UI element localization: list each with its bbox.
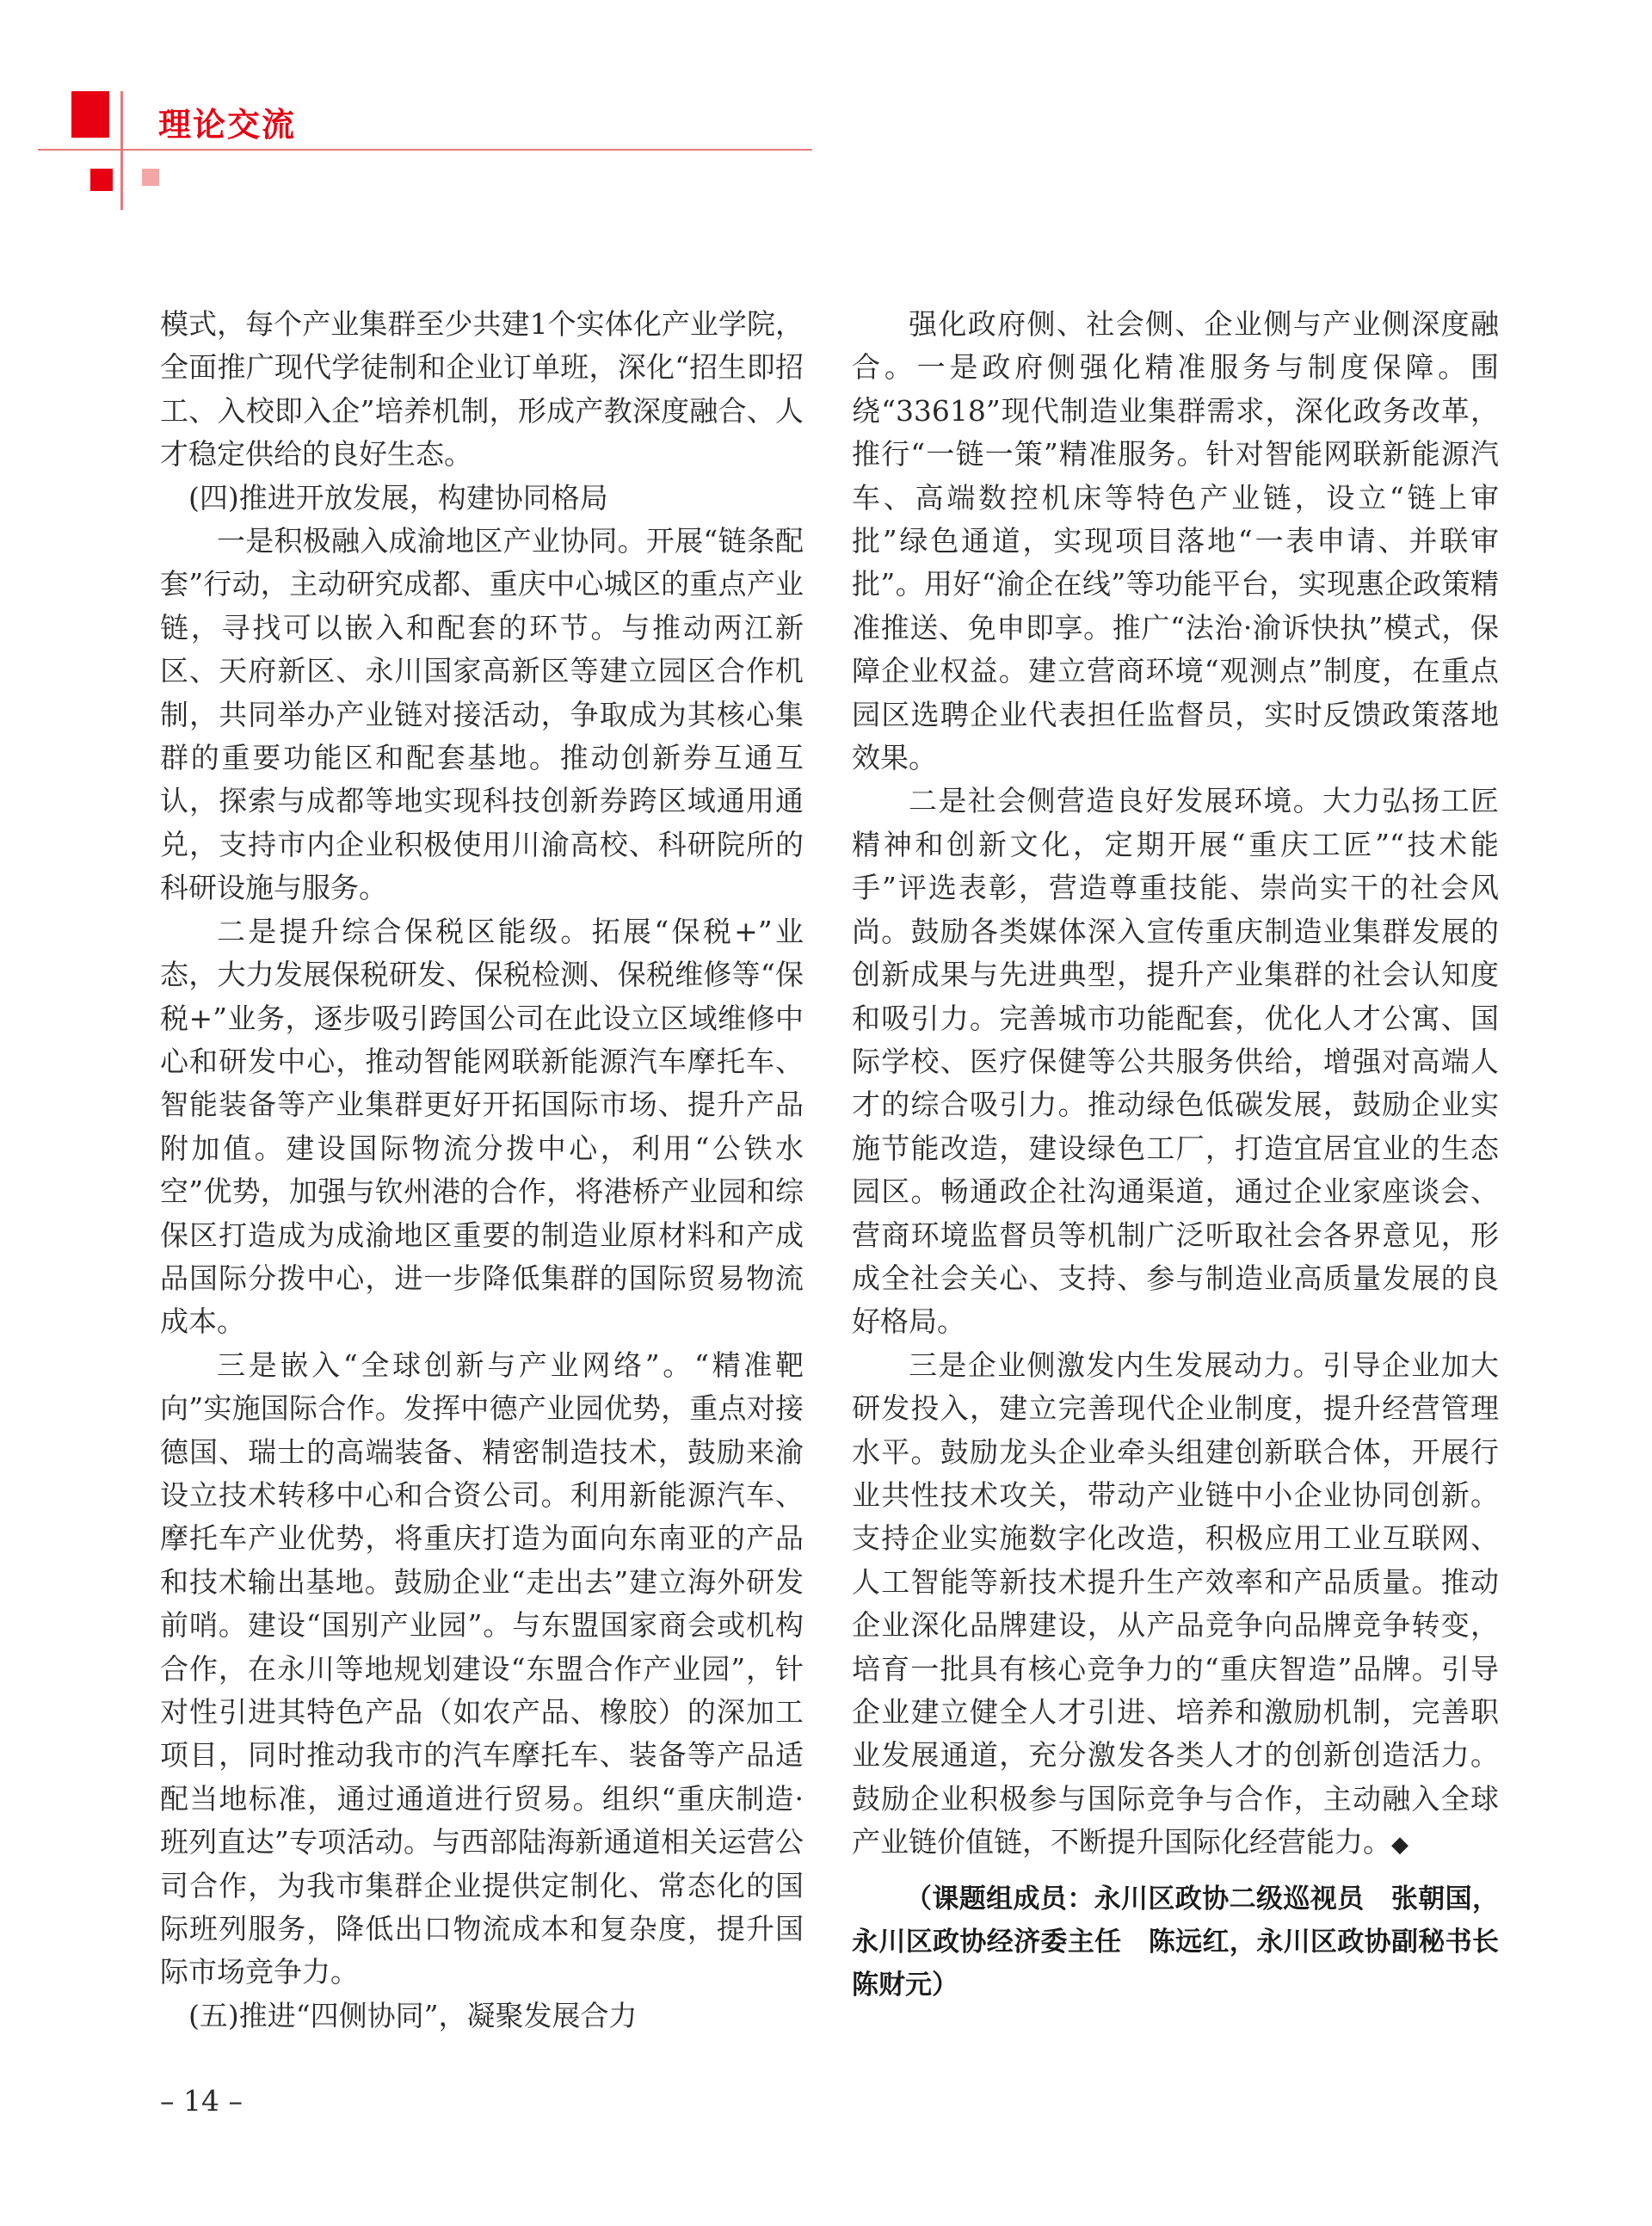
paragraph-enterprise-side [852, 1344, 1499, 1867]
paragraph-global-network: 三是嵌入“全球创新与产业网络”。“精准靶向”实施国际合作。发挥中德产业园优势，重点对接德国、瑞士的高端装备、精密制造技术，鼓励来渝设立技术转移中心和合资公司。利用新能源汽车、摩托车产业优势，将重庆打造为面向东南亚的产品和技术输出基地。鼓励企业“走出去”建立海外研发前哨。建设“国别产业园”。与东盟国家商会或机构合作，在永川等地规划建设“东盟合作产业园”，针对性引进其特色产品（如农产品、橡胶）的深加工项目，同时推动我市的汽车摩托车、装备等产品适配当地标准，通过通道进行贸易。组织“重庆制造·班列直达”专项活动。与西部陆海新通道相关运营公司合作，为我市集群企业提供定制化、常态化的国际班列服务，降低出口物流成本和复杂度，提升国际市场竞争力。 [160, 1347, 804, 1989]
research-team-credits: （课题组成员：永川区政协二级巡视员 张朝国，永川区政协经济委主任 陈远红，永川区政协副秘书长 陈财元） [852, 1883, 1526, 2001]
header-vertical-rule [120, 91, 123, 210]
subheading-four-sides: (五)推进“四侧协同”，凝聚发展合力 [188, 1998, 638, 2032]
paragraph-continued: 模式，每个产业集群至少共建1个实体化产业学院，全面推广现代学徒制和企业订单班，深化“招生即招工、入校即入企”培养机制，形成产教深度融合、人才稳定供给的良好生态。 [160, 307, 804, 472]
paragraph-enterprise-text: 三是企业侧激发内生发展动力。引导企业加大研发投入，建立完善现代企业制度，提升经营管理水平。鼓励龙头企业牵头组建创新联合体，开展行业共性技术攻关，带动产业链中小企业协同创新。支持企业实施数字化改造，积极应用工业互联网、人工智能等新技术提升生产效率和产品质量。推动企业深化品牌建设，从产品竞争向品牌竞争转变，培育一批具有核心竞争力的“重庆智造”品牌。引导企业建立健全人才引进、培养和激励机制，完善职业发展通道，充分激发各类人才的创新创造活力。鼓励企业积极参与国际竞争与合作，主动融入全球产业链价值链，不断提升国际化经营能力。 [852, 1347, 1499, 1859]
paragraph-society-side: 二是社会侧营造良好发展环境。大力弘扬工匠精神和创新文化，定期开展“重庆工匠”“技术能手”评选表彰，营造尊重技能、崇尚实干的社会风尚。鼓励各类媒体深入宣传重庆制造业集群发展的创新成果与先进典型，提升产业集群的社会认知度和吸引力。完善城市功能配套，优化人才公寓、国际学校、医疗保健等公共服务供给，增强对高端人才的综合吸引力。推动绿色低碳发展，鼓励企业实施节能改造，建设绿色工厂，打造宜居宜业的生态园区。畅通政企社沟通渠道，通过企业家座谈会、营商环境监督员等机制广泛听取社会各界意见，形成全社会关心、支持、参与制造业高质量发展的良好格局。 [852, 784, 1499, 1339]
paragraph-chengyu-coordination: 一是积极融入成渝地区产业协同。开展“链条配套”行动，主动研究成都、重庆中心城区的重点产业链，寻找可以嵌入和配套的环节。与推动两江新区、天府新区、永川国家高新区等建立园区合作机制，共同举办产业链对接活动，争取成为其核心集群的重要功能区和配套基地。推动创新券互通互认，探索与成都等地实现科技创新券跨区域通用通兑，支持市内企业积极使用川渝高校、科研院所的科研设施与服务。 [160, 524, 804, 905]
page-number: – 14 – [160, 2084, 243, 2118]
left-column [160, 303, 804, 2038]
right-column [852, 303, 1526, 2007]
paragraph-bonded-zone: 二是提升综合保税区能级。拓展“保税+”业态，大力发展保税研发、保税检测、保税维修等“保税+”业务，逐步吸引跨国公司在此设立区域维修中心和研发中心，推动智能网联新能源汽车摩托车、智能装备等产业集群更好开拓国际市场、提升产品附加值。建设国际物流分拨中心，利用“公铁水空”优势，加强与钦州港的合作，将港桥产业园和综保区打造成为成渝地区重要的制造业原材料和产成品国际分拨中心，进一步降低集群的国际贸易物流成本。 [160, 914, 804, 1339]
header-small-square-light [142, 169, 159, 186]
subheading-open-development: (四)推进开放发展，构建协同格局 [188, 480, 608, 515]
header-horizontal-rule [38, 149, 812, 151]
paragraph-government-side: 强化政府侧、社会侧、企业侧与产业侧深度融合。一是政府侧强化精准服务与制度保障。围绕“33618”现代制造业集群需求，深化政务改革，推行“一链一策”精准服务。针对智能网联新能源汽车、高端数控机床等特色产业链，设立“链上审批”绿色通道，实现项目落地“一表申请、并联审批”。用好“渝企在线”等功能平台，实现惠企政策精准推送、免申即享。推广“法治·渝诉快执”模式，保障企业权益。建立营商环境“观测点”制度，在重点园区选聘企业代表担任监督员，实时反馈政策落地效果。 [852, 307, 1499, 775]
header-small-square-dark [90, 169, 113, 191]
end-mark-icon: ◆ [1391, 1832, 1409, 1859]
header-red-square [71, 91, 109, 138]
section-title: 理论交流 [158, 106, 297, 144]
